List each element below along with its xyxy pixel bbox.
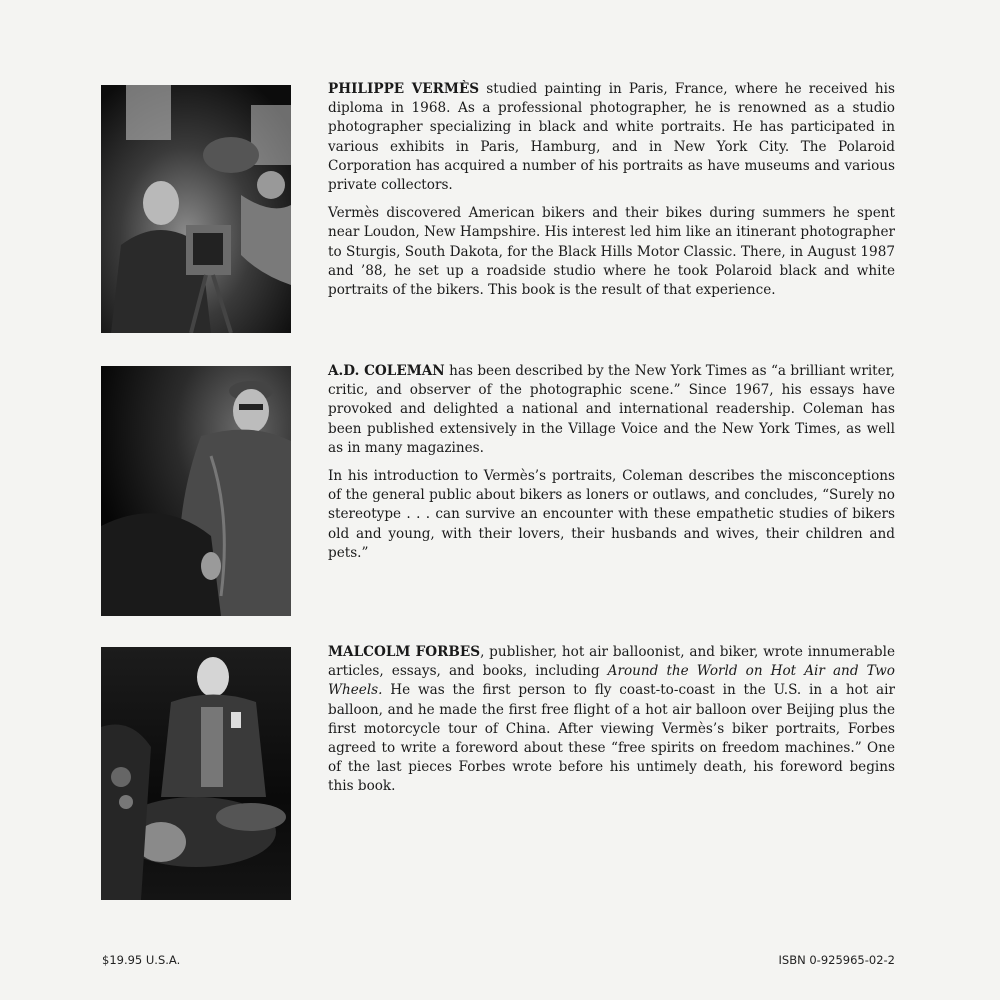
photo-ad-coleman [101, 366, 291, 616]
photo-malcolm-forbes [101, 647, 291, 900]
photo-philippe-vermes [101, 85, 291, 333]
bio-paragraph: In his introduction to Vermès’s portraits, Coleman describes the misconceptions of the general public about bikers as loners or outlaws, and concludes, “Surely no stereotype . . . can survive an encounter with these empathetic studies of bikers old and young, with their lovers, their husbands and wives, their children and pets.” [328, 468, 895, 561]
bio-ad-coleman [328, 362, 895, 572]
person-name: PHILIPPE VERMÈS [328, 81, 480, 97]
book-title: Around the World on Hot Air and Two Wheels. [328, 663, 895, 699]
bio-paragraph: MALCOLM FORBES, publisher, hot air balloonist, and biker, wrote innumerable articles, essays, and books, including Around the World on Hot Air and Two Wheels. He was the first person to fly coast-to-coast in the U.S. in a hot air balloon, and he made the first free flight of a hot air balloon over Beijing plus the first motorcycle tour of China. After viewing Vermès’s biker portraits, Forbes agreed to write a foreword about these “free spirits on freedom machines.” One of the last pieces Forbes wrote before his untimely death, his foreword begins this book. [328, 644, 896, 795]
isbn-label: ISBN 0-925965-02-2 [778, 953, 895, 967]
bio-philippe-vermes [328, 80, 895, 309]
bio-paragraph: PHILIPPE VERMÈS studied painting in Paris, France, where he received his diploma in 1968. As a professional photographer, he is renowned as a studio photographer specializing in black and white portraits. He has participated in various exhibits in Paris, Hamburg, and in New York City. The Polaroid Corporation has acquired a number of his portraits as have museums and various private collectors. [328, 81, 895, 194]
bio-paragraph: A.D. COLEMAN has been described by the New York Times as “a brilliant writer, critic, and observer of the photographic scene.” Since 1967, his essays have provoked and delighted a national and international readership. Coleman has been published extensively in the Village Voice and the New York Times, as well as in many magazines. [328, 363, 895, 456]
person-name: MALCOLM FORBES [328, 644, 481, 660]
bio-malcolm-forbes [328, 643, 895, 806]
bio-paragraph: Vermès discovered American bikers and their bikes during summers he spent near Loudon, New Hampshire. His interest led him like an itinerant photographer to Sturgis, South Dakota, for the Black Hills Motor Classic. There, in August 1987 and ’88, he set up a roadside studio where he took Polaroid black and white portraits of the bikers. This book is the result of that experience. [328, 205, 895, 299]
person-name: A.D. COLEMAN [328, 363, 445, 379]
price-label: $19.95 U.S.A. [102, 953, 181, 967]
